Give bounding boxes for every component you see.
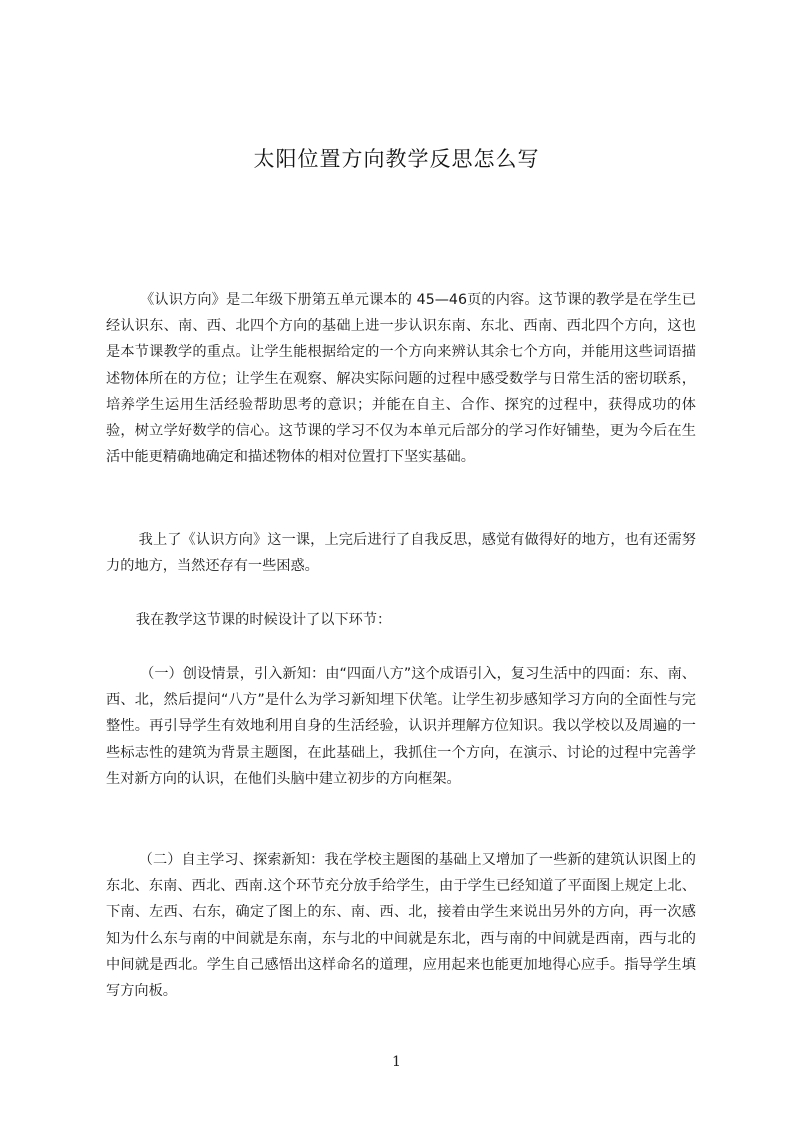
paragraph-step-two: （二）自主学习、探索新知：我在学校主题图的基础上又增加了一些新的建筑认识图上的东北、东南、西北、西南.这个环节充分放手给学生，由于学生已经知道了平面图上规定上北、下南、左西、右东，确定了图上的东、南、西、北，接着由学生来说出另外的方向，再一次感知为什么东与南的中间就是东南，东与北的中间就是东北，西与南的中间就是西南，西与北的中间就是西北。学生自己感悟出这样命名的道理，应用起来也能更加地得心应手。指导学生填写方向板。 — [106, 852, 696, 1000]
document-title: 太阳位置方向教学反思怎么写 — [253, 147, 540, 171]
paragraph-reflection: 我上了《认识方向》这一课，上完后进行了自我反思，感觉有做得好的地方，也有还需努力的地方，当然还存有一些困惑。 — [106, 532, 696, 575]
paragraph-design: 我在教学这节课的时候设计了以下环节： — [135, 612, 392, 628]
paragraph-step-one: （一）创设情景，引入新知：由“四面八方”这个成语引入，复习生活中的四面：东、南、西、北，然后提问“八方”是什么为学习新知埋下伏笔。让学生初步感知学习方向的全面性与完整性。再引导学生有效地利用自身的生活经验，认识并理解方位知识。我以学校以及周遍的一些标志性的建筑为背景主题图，在此基础上，我抓住一个方向，在演示、讨论的过程中完善学生对新方向的认识，在他们头脑中建立初步的方向框架。 — [106, 666, 696, 787]
paragraph-intro: 《认识方向》是二年级下册第五单元课本的 45—46页的内容。这节课的教学是在学生已经认识东、南、西、北四个方向的基础上进一步认识东南、东北、西南、西北四个方向，这也是本节课教学的重点。让学生能根据给定的一个方向来辨认其余七个方向，并能用这些词语描述物体所在的方位；让学生在观察、解决实际问题的过程中感受数学与日常生活的密切联系，培养学生运用生活经验帮助思考的意识；并能在自主、合作、探究的过程中，获得成功的体验，树立学好数学的信心。这节课的学习不仅为本单元后部分的学习作好铺垫，更为今后在生活中能更精确地确定和描述物体的相对位置打下坚实基础。 — [106, 292, 696, 466]
page-number: 1 — [392, 1054, 401, 1070]
